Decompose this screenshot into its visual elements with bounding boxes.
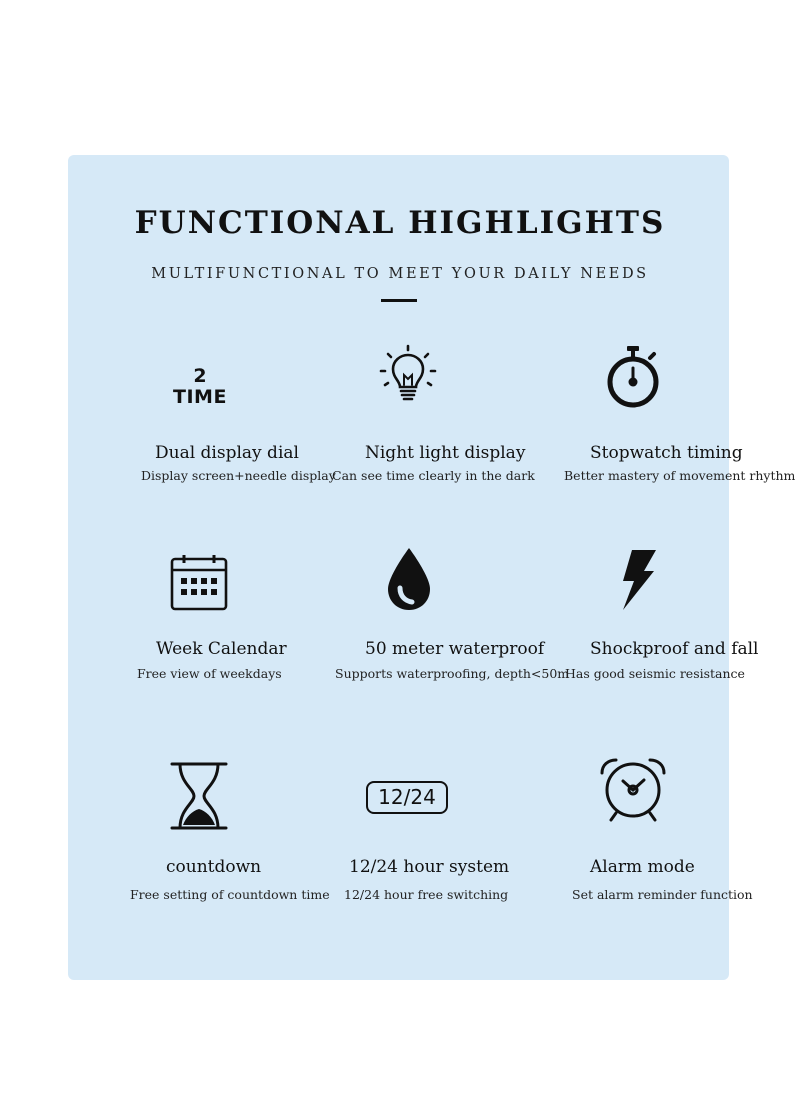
- feature-desc-waterproof: Supports waterproofing, depth<50m: [335, 666, 570, 681]
- dual-time-icon-label: TIME: [173, 386, 227, 408]
- alarm-clock-icon: [598, 757, 668, 827]
- lightbulb-icon: [380, 345, 436, 413]
- feature-name-hour-system: 12/24 hour system: [349, 857, 510, 877]
- feature-name-stopwatch: Stopwatch timing: [590, 443, 743, 463]
- hour-format-icon: 12/24: [366, 781, 448, 814]
- feature-desc-week-calendar: Free view of weekdays: [137, 666, 282, 681]
- water-drop-icon: [386, 546, 432, 616]
- page-subtitle: MULTIFUNCTIONAL TO MEET YOUR DAILY NEEDS: [151, 266, 649, 282]
- feature-name-shockproof: Shockproof and fall: [590, 639, 759, 659]
- feature-desc-shockproof: Has good seismic resistance: [565, 666, 745, 681]
- feature-name-alarm: Alarm mode: [590, 857, 695, 877]
- lightning-icon: [620, 549, 658, 615]
- feature-desc-stopwatch: Better mastery of movement rhythm: [564, 468, 796, 483]
- feature-name-night-light: Night light display: [365, 443, 526, 463]
- page-title: FUNCTIONAL HIGHLIGHTS: [134, 205, 666, 241]
- title-underline: [381, 299, 417, 302]
- stopwatch-icon: [605, 344, 661, 414]
- calendar-icon: [170, 554, 228, 616]
- feature-name-waterproof: 50 meter waterproof: [365, 639, 545, 659]
- feature-desc-hour-system: 12/24 hour free switching: [344, 887, 509, 902]
- feature-desc-alarm: Set alarm reminder function: [572, 887, 753, 902]
- hourglass-icon: [170, 761, 228, 835]
- feature-desc-night-light: Can see time clearly in the dark: [332, 468, 535, 483]
- feature-name-countdown: countdown: [166, 857, 262, 877]
- dual-time-icon: [160, 366, 240, 408]
- feature-name-week-calendar: Week Calendar: [156, 639, 287, 659]
- feature-desc-countdown: Free setting of countdown time: [130, 887, 330, 902]
- dual-time-icon-digit: 2: [193, 365, 207, 387]
- feature-desc-dual-display: Display screen+needle display: [141, 468, 336, 483]
- feature-name-dual-display: Dual display dial: [155, 443, 299, 463]
